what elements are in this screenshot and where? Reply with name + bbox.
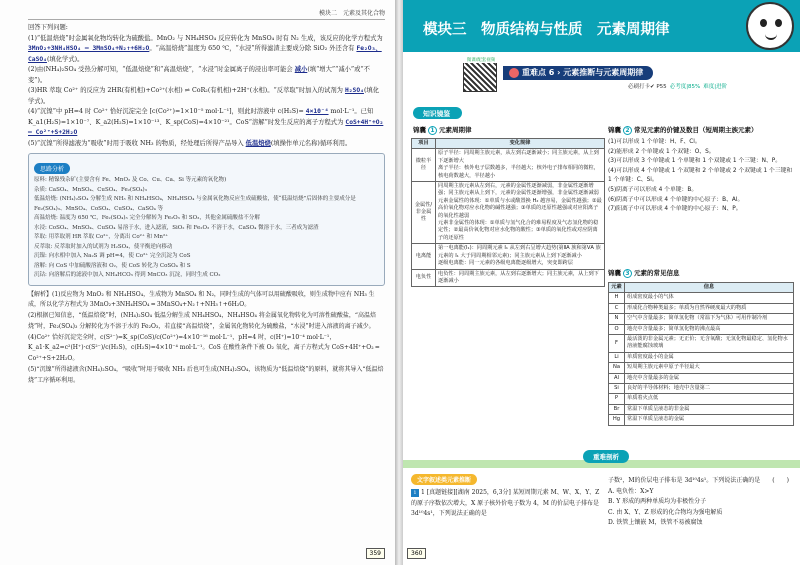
table-header: 信息 — [625, 283, 794, 293]
element-info: 地壳中含量最多的金属 — [625, 373, 794, 383]
table-row — [609, 415, 794, 425]
table-header: 项目 — [412, 139, 436, 149]
row-category: 金属性/非金属性 — [412, 182, 436, 244]
question-text: 1 [真题链接][湖南 2025，6,3分] 某短周期元素 M、W、X、Y、Z 的原子序数依次增大，X 原子核外价电子数为 4，M 的价层电子排布是 3d¹⁰4s¹，下列说法正确的是 — [411, 489, 600, 517]
element-symbol: H — [609, 293, 625, 303]
table-row — [609, 394, 794, 404]
element-symbol: P — [609, 394, 625, 404]
table-row — [609, 404, 794, 414]
table-row — [609, 314, 794, 324]
q1b-answer: Fe₂O₃、CaSO₄ — [28, 45, 382, 63]
q1-answer: 3MnO₂+3NH₄HSO₄ ═ 3MnSO₄+N₂↑+6H₂O — [28, 45, 150, 52]
section-knowledge: 知识镜鉴 — [413, 107, 462, 119]
lk2-number-icon: 2 — [623, 126, 632, 135]
scene-tag: 文字叙述类元素推断 — [411, 474, 477, 485]
table-row — [412, 244, 605, 269]
option-b[interactable]: B. Y 形成的两种单质均为非极性分子 — [608, 498, 707, 505]
q3 — [28, 86, 385, 107]
row-category: 微粒半径 — [412, 149, 436, 182]
element-info: 最活泼的非金属元素；无正价；无含氧酸；无氢化物最稳定、氢化物水溶液能腐蚀玻璃 — [625, 335, 794, 353]
book-gutter — [395, 0, 403, 565]
analysis-text: 原料: 精镍残杂矿(主要含有 Fe、MnO₂ 及 Co、Cu、Ca、Si 等元素的氧化物) 杂质: CaSO₄、MnSO₄、CuSO₄、Fe₂(SO₄)₃ 低温焙烧: (NH₄)₂SO₄ 分解生成 NH₃ 和 NH₄HSO₄，NH₄HSO₄ 与金属氧化物反应生成硫酸盐，使“低温焙烧”后固体的主要成分是 Fe₂(SO₄)₃、MnSO₄、CoSO₄、CuSO₄、CaSO₄ 等 高温焙烧: 温度为 650 ℃，Fe₂(SO₄)₃ 完全分解转为 Fe₂O₃ 和 SO₃，其他金属硫酸盐不分解 水浸: CoSO₄、MnSO₄、CuSO₄ 易溶于水，进入滤液，SiO₂ 和 Fe₂O₃ 不溶于水，CaSO₄ 微溶于水，三者成为滤渣 萃取: 用萃取剂 HR 萃取 Co²⁺，分离出 Co²⁺ 和 Mn²⁺ 反萃取: 反萃取时加入的试剂为 H₂SO₄，使平衡逆向移动 沉镍: 向水相中加入 Na₂S 调 pH=4，使 Co²⁺ 完全沉淀为 CoS 溶解: 向 CoS 中加硫酸溶液和 O₂，使 CoS 转化为 CoSO₄ 和 S 沉钴: 向溶解后的滤液中加入 NH₄HCO₃ 得到 MnCO₃ 沉淀，同时生成 CO₂ — [34, 177, 356, 278]
element-info: 常温下单质呈液态的非金属 — [625, 404, 794, 414]
option-a[interactable]: A. 电负性：X>Y — [608, 487, 654, 495]
mascot-mouth-icon — [765, 34, 777, 40]
table-header: 变化规律 — [436, 139, 605, 149]
q1c-text: (填化学式)。 — [46, 55, 84, 63]
element-info: 常温下单质呈液态的金属 — [625, 415, 794, 425]
lk1-text: 元素周期律 — [439, 126, 472, 134]
table-row — [609, 384, 794, 394]
list-item: (7)阳离子中可以形成 4 个单键的中心原子：N、P。 — [608, 206, 742, 213]
q5-answer: 低温焙烧 — [245, 139, 271, 147]
q5-text: (5)“沉镍”所得滤液为“吸收”时用于吸收 NH₃ 的物质，经处理后所得产品导入 — [28, 139, 244, 147]
analysis-tag: 思路分析 — [34, 163, 70, 174]
q2b-text: (填“增大”“减小”或“不变”)。 — [28, 66, 370, 84]
row-category: 电负性 — [412, 269, 436, 287]
table-row — [609, 293, 794, 303]
row-rule: 同周期主族元素从左到右，元素的金属性逐渐减弱，非金属性逐渐增强；同主族元素从上到下，元素的金属性逐渐增强，非金属性逐渐减弱 元素金属性的体现：①单质与水或酸置换 H₂ 越容易，金属性越强；②最高价氧化物对应水化物的碱性越强；③单质的还原性越强或对应阳离子的氧化性越弱 元素非金属性的体现：①单质与氢气化合的难易程度及气态氢化物的稳定性；②最高价氧化物对应水化物的酸性；③单质的氧化性或对应阴离子的还原性 — [436, 182, 605, 244]
lk1-number-icon: 1 — [428, 126, 437, 135]
qr-code-icon[interactable] — [463, 58, 497, 92]
mascot-eye-icon — [775, 19, 782, 27]
table-row — [609, 335, 794, 353]
periodic-law-table — [411, 138, 605, 287]
q5 — [28, 139, 385, 150]
q4 — [28, 107, 385, 139]
q1 — [28, 34, 385, 66]
element-symbol: Al — [609, 373, 625, 383]
row-category: 电离能 — [412, 244, 436, 269]
row-rule: 电负性：同周期主族元素，从左到右逐渐增大；同主族元素，从上到下逐渐减小 — [436, 269, 605, 287]
table-row — [609, 373, 794, 383]
table-row — [412, 269, 605, 287]
element-symbol: Si — [609, 384, 625, 394]
left-page-header: 模块二 元素及其化合物 — [28, 8, 385, 20]
table-row — [412, 149, 605, 182]
table-row — [609, 324, 794, 334]
meta-label: 必刷打卡✔ P55 — [628, 84, 667, 90]
mascot-icon — [746, 2, 794, 50]
intro: 回答下列问题: — [28, 24, 68, 31]
bond-list — [608, 138, 793, 215]
left-page-number: 359 — [366, 548, 385, 559]
list-item: (5)阴离子可以形成 4 个单键：B。 — [608, 186, 698, 193]
element-info: 空气中含量最多；简单氢化物（常温下为气体）可用作制冷剂 — [625, 314, 794, 324]
element-info-table — [608, 282, 794, 426]
element-symbol: N — [609, 314, 625, 324]
key-point-dot-icon — [509, 68, 519, 78]
table-header-row — [412, 139, 605, 149]
mascot-eye-icon — [760, 19, 767, 27]
lk3-number-icon: 3 — [623, 269, 632, 278]
element-info: 单质密度最小的金属 — [625, 352, 794, 362]
table-row — [609, 363, 794, 373]
lk2-text: 常见元素的价键及数目（短周期主族元素） — [634, 126, 758, 134]
q4b-text: mol·L⁻¹。已知 K_a1(H₂S)=1×10⁻⁷、K_a2(H₂S)=1×10⁻¹³、K_sp(CoS)=4×10⁻²¹。CoS“溶解”时发生反应的离子方程式为 — [28, 108, 374, 126]
table-header-row — [609, 283, 794, 293]
element-symbol: Hg — [609, 415, 625, 425]
lk2-title: 锦囊 2 常见元素的价键及数目（短周期主族元素） — [608, 126, 758, 134]
question-1-options — [608, 476, 794, 529]
q3-answer: H₂SO₄ — [344, 87, 364, 94]
q5b-text: (填操作单元名称)循环利用。 — [270, 139, 352, 147]
q2 — [28, 65, 385, 86]
question-1 — [411, 488, 607, 520]
q2-text: (2)由(NH₄)₂SO₄ 受热分解可知，“低温焙烧”和“高温焙烧”，“水浸”时金属离子的浸出率可能会 — [28, 66, 293, 73]
q1-text: (1)“低温焙烧”时金属氧化物均转化为硫酸盐。MnO₂ 与 NH₄HSO₄ 反应转化为 MnSO₄ 时有 N₂ 生成，该反应的化学方程式为 — [28, 34, 383, 42]
lk1-title: 锦囊 1 元素周期律 — [413, 126, 472, 134]
right-page-number: 360 — [407, 548, 426, 559]
row-rule: 第一电离能(I₁)：同周期元素 I₁ 从左到右呈增大趋势(第ⅡA 族和第ⅤA 族元素的 I₁ 大于同周期相邻元素)；同主族元素从上到下逐渐减小 逐级电离能：同一元素的各级电离能逐级增大，突变即跨层 — [436, 244, 605, 269]
element-symbol: C — [609, 303, 625, 313]
table-row — [609, 303, 794, 313]
row-rule: 原子半径：同周期主族元素，从左到右逐渐减小；同主族元素，从上到下逐渐增大 离子半径：核外电子层数越多，半径越大；核外电子排布相同的微粒，核电荷数越大，半径越小 — [436, 149, 605, 182]
q4-text: (4)“沉镍”中 pH=4 时 Co²⁺ 恰好沉淀完全 [c(Co²⁺)=1×10⁻⁵ mol·L⁻¹]，则此时溶液中 c(H₂S)= — [28, 108, 304, 115]
module-banner: 模块三 物质结构与性质 元素周期律 — [403, 0, 800, 52]
q1b-text: 。“高温焙烧”温度为 650 ℃，“水浸”所得滤渣主要成分除 SiO₂ 外还含有 — [149, 45, 355, 52]
q4-answer2: CoS+4H⁺+O₂ ═ Co²⁺+S+2H₂O — [28, 118, 384, 136]
question-number-icon: 1 — [411, 489, 419, 497]
right-page — [403, 0, 800, 565]
lk3-title: 锦囊 3 元素的常见信息 — [608, 269, 680, 277]
list-item: (4)可以形成 4 个单键或 1 个双键和 2 个单键或 2 个双键或 1 个三键和 1 个单键：C、Si。 — [608, 167, 793, 184]
meta-rate: 必考度|85% — [669, 84, 701, 90]
option-c[interactable]: C. 由 X、Y、Z 形成的化合物均为强电解质 — [608, 508, 723, 516]
element-info: 良好的半导体材料；地壳中含量第二 — [625, 384, 794, 394]
analysis-box — [28, 153, 385, 286]
element-info: 单质着火点低 — [625, 394, 794, 404]
meta-info — [628, 82, 727, 90]
element-info: 短周期主族元素中原子半径最大 — [625, 363, 794, 373]
lk3-text: 元素的常见信息 — [634, 269, 680, 277]
list-item: (1)可以形成 1 个单键：H、F、Cl。 — [608, 139, 701, 145]
element-symbol: Li — [609, 352, 625, 362]
q3b-text: (填化学式)。 — [28, 87, 379, 105]
list-item: (2)能形成 2 个单键或 1 个双键：O、S。 — [608, 148, 715, 155]
table-header: 元素 — [609, 283, 625, 293]
element-info: 地壳中含量最多；简单氢化物的沸点最高 — [625, 324, 794, 334]
key-point-title — [503, 66, 653, 80]
q4-answer: 4×10⁻⁴ — [305, 108, 329, 115]
element-info: 形成化合物种类最多；单质为自然界硬度最大的物质 — [625, 303, 794, 313]
element-symbol: Br — [609, 404, 625, 414]
left-page — [0, 0, 395, 565]
q2-answer: 减小 — [294, 66, 308, 73]
table-row — [609, 352, 794, 362]
question-block — [28, 23, 385, 149]
option-d[interactable]: D. 铁管上镶嵌 M，铁管不易被腐蚀 — [608, 519, 703, 526]
meta-difficulty: 难度|进阶 — [703, 84, 728, 90]
section-analysis: 重难剖析 — [583, 450, 629, 463]
list-item: (6)阴离子中可以形成 4 个单键的中心原子：B、Al。 — [608, 196, 744, 203]
qr-caption: 微课/配套视频 — [461, 57, 501, 63]
table-row — [412, 182, 605, 244]
solution-text: 【解析】(1)反应物为 MnO₂ 和 NH₄HSO₄，生成物为 MnSO₄ 和 N₂，同时生成的气体可以用硫酸吸收，则生成物中应有 NH₃ 生成，所以化学方程式为 3MnO₂+3NH₄HSO₄ ═ 3MnSO₄+N₂↑+NH₃↑+6H₂O。 (2)根据已知信息，“低温焙烧”时，(NH₄)₂SO₄ 低温分解生成 NH₄HSO₄，NH₄HSO₄ 将金属氧化物转化为可溶性硫酸盐，“高温焙烧”时，Fe₂(SO₄)₃ 分解转化为不溶于水的 Fe₂O₃，若直接“高温焙烧”，金属氧化物转化为硫酸盐，“水浸”时进入溶液的离子减少。 (4)Co²⁺ 恰好沉淀完全时，c(S²⁻)=K_sp(CoS)/c(Co²⁺)=4×10⁻¹⁶ mol·L⁻¹，pH=4 时，c(H⁺)=10⁻⁴ mol·L⁻¹，K_a1·K_a2=c²(H⁺)·c(S²⁻)/c(H₂S)，c(H₂S)=4×10⁻⁴ mol·L⁻¹。CoS 在酸性条件下被 O₂ 氧化，离子方程式为 CoS+4H⁺+O₂ ═ Co²⁺+S+2H₂O。 (5)“沉镍”所得滤液含(NH₄)₂SO₄，“吸收”时用于吸收 NH₃ 后也可生成(NH₄)₂SO₄，该物质为“低温焙烧”的原料，就将其导入“低温焙烧”工序循环利用。 — [28, 290, 384, 384]
element-symbol: O — [609, 324, 625, 334]
key-point-text: 重难点 6 › 元素推断与元素周期律 — [522, 68, 644, 77]
list-item: (3)可以形成 3 个单键或 1 个单键和 1 个双键或 1 个三键：N、P。 — [608, 158, 782, 165]
element-symbol: F — [609, 335, 625, 353]
element-symbol: Na — [609, 363, 625, 373]
element-info: 组成密度最小的气体 — [625, 293, 794, 303]
question-continuation: 子数²，M的价层电子排布是 3d¹⁰4s¹。下列说法正确的是 ( ) — [608, 477, 789, 484]
q3-text: (3)HR 萃取 Co²⁺ 的反应为 2HR(有机相)+Co²⁺(水相) ⇌ CoR₂(有机相)+2H⁺(水相)。“反萃取”时加入的试剂为 — [28, 87, 343, 94]
